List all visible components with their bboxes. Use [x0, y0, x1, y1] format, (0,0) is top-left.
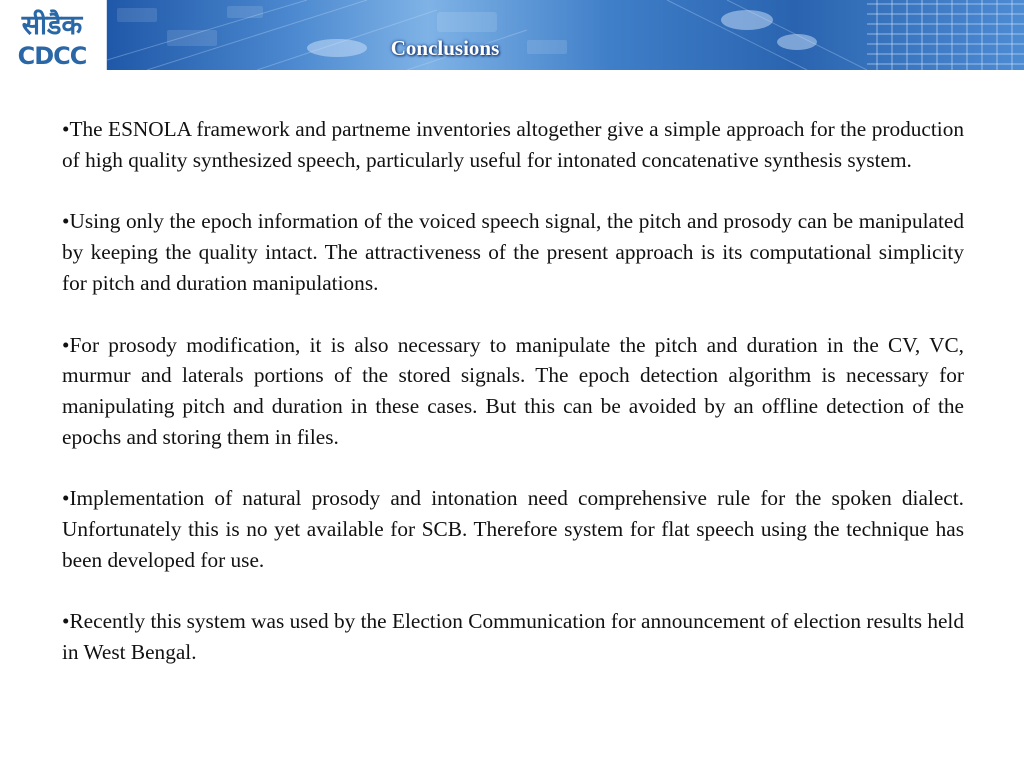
- slide-content: [62, 114, 964, 699]
- bullet-paragraph: •Recently this system was used by the Election Communication for announcement of election results held in West Bengal.: [62, 609, 964, 665]
- logo-english-text: CDCC: [17, 42, 87, 70]
- bullet-paragraph: •Implementation of natural prosody and intonation need comprehensive rule for the spoken dialect. Unfortunately this is no yet available for SCB. Therefore system for flat speech using the technique has been developed for use.: [62, 486, 964, 572]
- bullet-paragraph: •For prosody modification, it is also necessary to manipulate the pitch and duration in the CV, VC, murmur and laterals portions of the stored signals. The epoch detection algorithm is necessary for manipulating pitch and duration in these cases. But this can be avoided by an offline detection of the epochs and storing them in files.: [62, 332, 964, 449]
- slide-header: [0, 0, 1024, 70]
- bullet-paragraph: •Using only the epoch information of the voiced speech signal, the pitch and prosody can be manipulated by keeping the quality intact. The attractiveness of the present approach is its computational simplicity for pitch and duration manipulations.: [62, 209, 964, 295]
- logo-hindi-text: सीडैक: [21, 10, 83, 41]
- slide-title: Conclusions: [390, 36, 500, 60]
- bullet-paragraph: •The ESNOLA framework and partneme inventories altogether give a simple approach for the production of high quality synthesized speech, particularly useful for intonated concatenative synthesis system.: [62, 117, 964, 172]
